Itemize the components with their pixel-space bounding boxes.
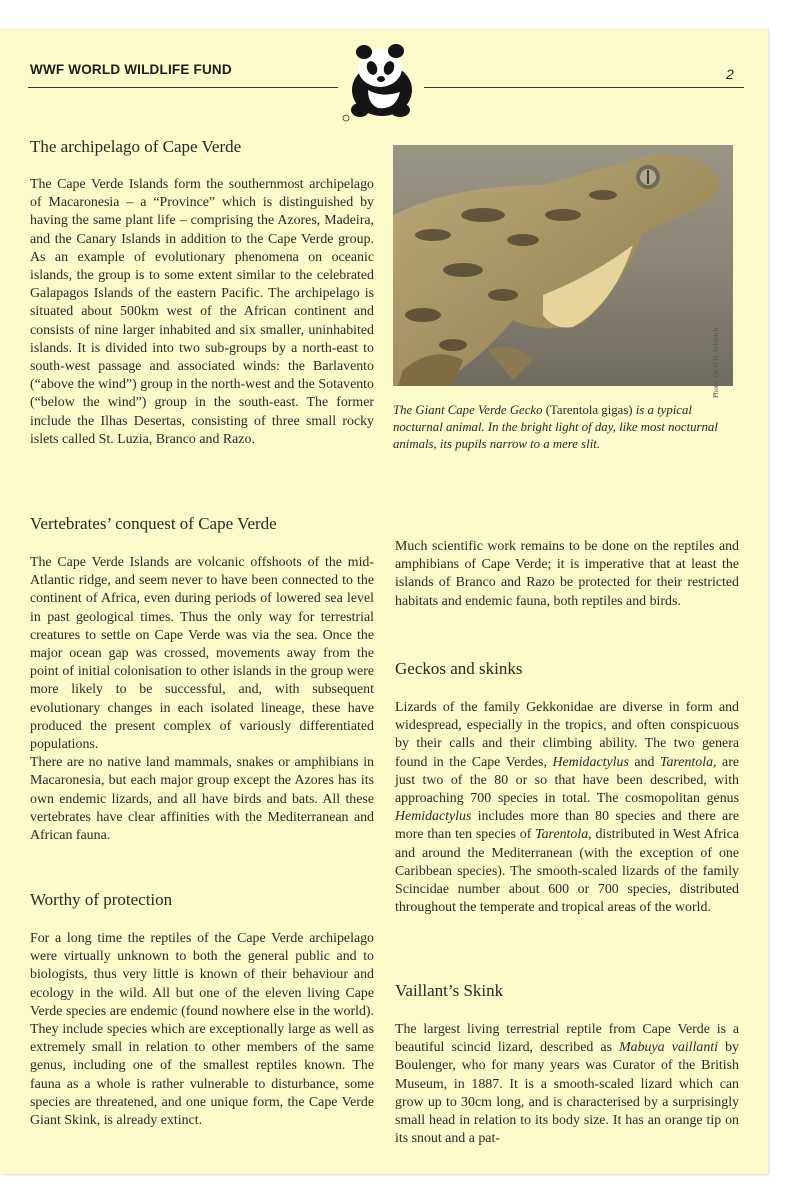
- section-skink: [395, 981, 739, 1148]
- section-text: Lizards of the family Gekkonidae are diverse in form and widespread, especially in the tropics, and often conspicuous by their calls and their climbing ability. The two genera found in the Cape Verdes, Hemidactylus and Tarentola, are just two of the 80 or so that have been described, with approaching 700 species in total. The cosmopolitan genus Hemidactylus includes more than 80 species and there are more than ten species of Tarentola, distributed in West Africa and around the Mediterranean (with the exception of one Caribbean species). The smooth-scaled lizards of the family Scincidae number about 600 or 700 species, distributed throughout the temperate and tropical areas of the world.: [395, 700, 740, 916]
- page-number: 2: [726, 66, 734, 82]
- section-archipelago: [30, 137, 374, 449]
- section-vertebrates: [30, 514, 374, 845]
- section-protection: [30, 890, 374, 1130]
- section-heading: Geckos and skinks: [395, 659, 523, 678]
- section-text: Much scientific work remains to be done on the reptiles and amphibians of Cape Verde; it is imperative that at least the islands of Branco and Razo be protected for their restricted habitats and endemic fauna, both reptiles and birds.: [395, 539, 739, 609]
- section-geckos: [395, 659, 739, 917]
- section-heading: The archipelago of Cape Verde: [30, 137, 242, 156]
- header-rule-right: [424, 87, 744, 88]
- section-text: For a long time the reptiles of the Cape Verde archipelago were virtually unknown to both the general public and to biologists, thus very little is known of their behaviour and ecology in the wild. All but one of the eleven living Cape Verde species are endemic (found nowhere else in the world). They include species which are exceptionally large as well as extremely small in relation to other members of the same genus, including one of the smallest reptiles known. The fauna as a whole is rather vulnerable to disturbance, some species are threatened, and one unique form, the Cape Verde Giant Skink, is already extinct.: [30, 931, 374, 1129]
- section-heading: Vaillant’s Skink: [395, 981, 504, 1000]
- section-text: The Cape Verde Islands form the southernmost archipelago of Macaronesia – a “Province” which is distinguished by having the same plant life – comprising the Azores, Madeira, and the Canary Islands in addition to the Cape Verde group. As an example of evolutionary phenomena on oceanic islands, the group is to some extent similar to the celebrated Galapagos Islands of the eastern Pacific. The archipelago is situated about 500km west of the African continent and consists of nine larger inhabited and six smaller, uninhabited islands. It is divided into two sub-groups by a north-east to south-west passage and associated winds: the Barlavento (“above the wind”) group in the north-west and the Sotavento (“below the wind”) group in the south-east. The former include the Ilhas Desertas, consisting of three small rocky islets called St. Luzia, Branco and Razo.: [30, 177, 374, 447]
- header-rule-left: [28, 87, 346, 88]
- section-text: The Cape Verde Islands are volcanic offshoots of the mid-Atlantic ridge, and seem never to have been connected to the continent of Africa, even during periods of lowered sea level in past geological times. Thus the only way for terrestrial creatures to settle on Cape Verde was via the sea. Once the major ocean gap was crossed, movements away from the point of initial colonisation to other islands in the group were more likely to be successful, and, with subsequent evolutionary changes in each isolated lineage, these have produced the present complex of variously differentiated populations.: [30, 555, 374, 753]
- caption-species: (Tarentola gigas): [542, 403, 636, 417]
- section-text: The largest living terrestrial reptile from Cape Verde is a beautiful scincid lizard, described as Mabuya vaillanti by Boulenger, who for many years was Curator of the British Museum, in 1887. It is a smooth-scaled lizard which can grow up to 30cm long, and is characterised by a surprisingly small head in relation to its body size. It has an orange tip on its snout and a pat-: [395, 1022, 740, 1147]
- photo-caption: [393, 402, 743, 453]
- section-heading: Worthy of protection: [30, 890, 173, 909]
- section-heading: Vertebrates’ conquest of Cape Verde: [30, 514, 277, 533]
- photo-credit: Photo: Dr. H.H. Schleich: [712, 328, 720, 398]
- panda-logo-icon: [338, 38, 422, 124]
- document-page: [0, 28, 768, 1174]
- section-text: There are no native land mammals, snakes or amphibians in Macaronesia, but each major group except the Azores has its own endemic lizards, and all have birds and bats. All these vertebrates have clear affinities with the Mediterranean and African fauna.: [30, 755, 374, 844]
- caption-description: is a typical nocturnal animal. In the bright light of day, like most nocturnal animals, its pupils narrow to a mere slit.: [393, 403, 718, 451]
- header-title: WWF WORLD WILDLIFE FUND: [30, 62, 232, 77]
- gecko-photo: [393, 145, 733, 386]
- caption-common-name: The Giant Cape Verde Gecko: [393, 403, 543, 417]
- section-continuation: [395, 538, 739, 611]
